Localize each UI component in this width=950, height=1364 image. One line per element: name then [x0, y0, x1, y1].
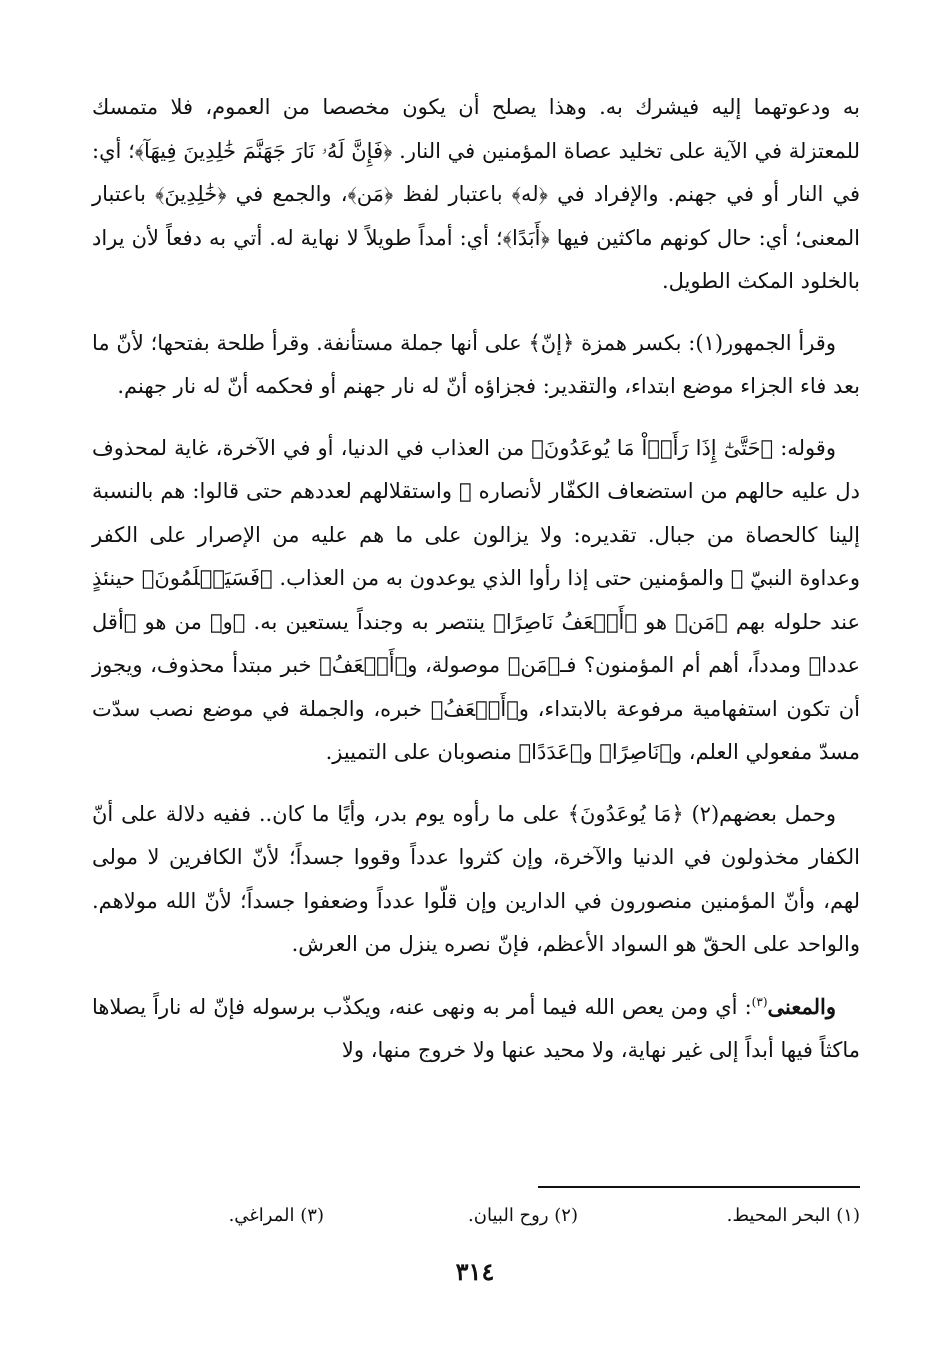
footnote-3: (٣) المراغي.	[228, 1205, 324, 1226]
paragraph-1: به ودعوتهما إليه فيشرك به. وهذا يصلح أن يكون مخصصا من العموم، فلا متمسك للمعتزلة في الآية على تخليد عصاة المؤمنين في النار. ﴿فَإِنَّ لَهُۥ نَارَ جَهَنَّمَ خَٰلِدِينَ فِيهَآ﴾؛ أي: في النار أو في جهنم. والإفراد في ﴿له﴾ باعتبار لفظ ﴿مَن﴾، والجمع في ﴿خَٰلِدِينَ﴾ باعتبار المعنى؛ أي: حال كونهم ماكثين فيها ﴿أَبَدًا﴾؛ أي: أمداً طويلاً لا نهاية له. أتي به دفعاً لأن يراد بالخلود المكث الطويل.	[92, 95, 860, 293]
paragraph-3: وقوله: ﴿حَتَّىٰٓ إِذَا رَأَوۡاْ مَا يُوعَدُونَ﴾ من العذاب في الدنيا، أو في الآخرة، غاية لمحذوف دل عليه حالهم من استضعاف الكفّار لأنصاره ﷺ واستقلالهم لعددهم حتى قالوا: هم بالنسبة إلينا كالحصاة من جبال. تقديره: ولا يزالون على ما هم عليه من الإصرار على الكفر وعداوة النبيّ ﷺ والمؤمنين حتى إذا رأوا الذي يوعدون به من العذاب. ﴿فَسَيَعۡلَمُونَ﴾ حينئذٍ عند حلوله بهم ﴿مَن﴾ هو ﴿أَضۡعَفُ نَاصِرًا﴾ ينتصر به وجنداً يستعين به. ﴿و﴾ من هو ﴿أقل عددا﴾ ومدداً، أهم أم المؤمنون؟ فـ﴿مَن﴾ موصولة، و﴿أَضۡعَفُ﴾ خبر مبتدأ محذوف، ويجوز أن تكون استفهامية مرفوعة بالابتداء، و﴿أَضۡعَفُ﴾ خبره، والجملة في موضع نصب سدّت مسدّ مفعولي العلم، و﴿نَاصِرًا﴾ و﴿عَدَدًا﴾ منصوبان على التمييز.	[92, 435, 860, 764]
main-text	[92, 86, 860, 1091]
footnotes	[92, 1205, 860, 1235]
footnote-2: (٢) روح البيان.	[468, 1205, 578, 1226]
paragraph-5-lead: والمعنى	[767, 993, 836, 1019]
page-number: ٣١٤	[455, 1257, 495, 1286]
paragraph-5-text: : أي ومن يعص الله فيما أمر به ونهى عنه، ويكذّب برسوله فإنّ له ناراً يصلاها ماكثاً فيها أبداً إلى غير نهاية، ولا محيد عنها ولا خروج منها، ولا	[92, 994, 860, 1062]
footnote-divider	[538, 1186, 860, 1188]
footnote-1: (١) البحر المحيط.	[726, 1205, 860, 1226]
paragraph-5	[92, 985, 860, 1073]
paragraph-2: وقرأ الجمهور(١): بكسر همزة ﴿إنّ﴾ على أنها جملة مستأنفة. وقرأ طلحة بفتحها؛ لأنّ ما بعد فاء الجزاء موضع ابتداء، والتقدير: فجزاؤه أنّ له نار جهنم أو فحكمه أنّ له نار جهنم.	[92, 330, 860, 398]
paragraph-4: وحمل بعضهم(٢) ﴿مَا يُوعَدُونَ﴾ على ما رأوه يوم بدر، وأيًا ما كان.. ففيه دلالة على أنّ الكفار مخذولون في الدنيا والآخرة، وإن كثروا عدداً وقووا جسداً؛ لأنّ الكافرين لا مولى لهم، وأنّ المؤمنين منصورون في الدارين وإن قلّوا عدداً وضعفوا جسداً؛ لأنّ الله مولاهم. والواحد على الحقّ هو السواد الأعظم، فإنّ نصره ينزل من العرش.	[92, 801, 860, 956]
footnote-ref-3: (٣)	[751, 994, 768, 1009]
